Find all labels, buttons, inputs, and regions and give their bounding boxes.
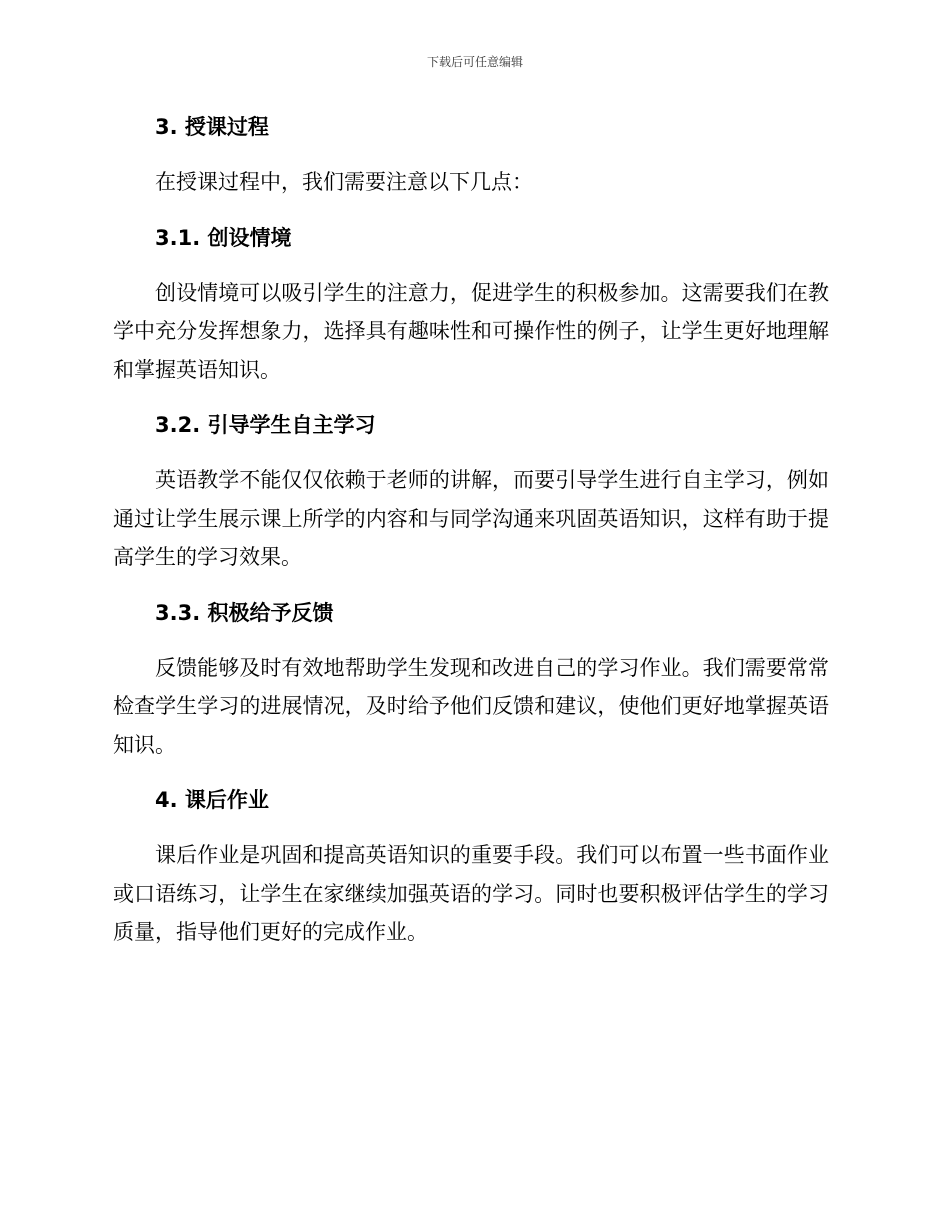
section-heading-feedback: 3.3. 积极给予反馈: [155, 600, 334, 625]
section-paragraph-self-learning: 英语教学不能仅仅依赖于老师的讲解，而要引导学生进行自主学习，例如通过让学生展示课上所学的内容和与同学沟通来巩固英语知识，这样有助于提高学生的学习效果。: [113, 468, 829, 569]
section-paragraph-homework: 课后作业是巩固和提高英语知识的重要手段。我们可以布置一些书面作业或口语练习，让学生在家继续加强英语的学习。同时也要积极评估学生的学习质量，指导他们更好的完成作业。: [113, 843, 829, 944]
section-paragraph-teaching-process: 在授课过程中，我们需要注意以下几点：: [155, 170, 533, 194]
section-heading-homework: 4. 课后作业: [155, 788, 269, 812]
section-paragraph-create-context: 创设情境可以吸引学生的注意力，促进学生的积极参加。这需要我们在教学中充分发挥想象力，选择具有趣味性和可操作性的例子，让学生更好地理解和掌握英语知识。: [113, 280, 829, 382]
page-header: 下载后可任意编辑: [426, 55, 523, 69]
section-heading-teaching-process: 3. 授课过程: [155, 115, 269, 139]
document-body: [113, 108, 829, 952]
section-paragraph-feedback: 反馈能够及时有效地帮助学生发现和改进自己的学习作业。我们需要常常检查学生学习的进展情况，及时给予他们反馈和建议，使他们更好地掌握英语知识。: [113, 655, 829, 757]
section-heading-create-context: 3.1. 创设情境: [155, 225, 292, 250]
section-heading-self-learning: 3.2. 引导学生自主学习: [155, 413, 376, 437]
